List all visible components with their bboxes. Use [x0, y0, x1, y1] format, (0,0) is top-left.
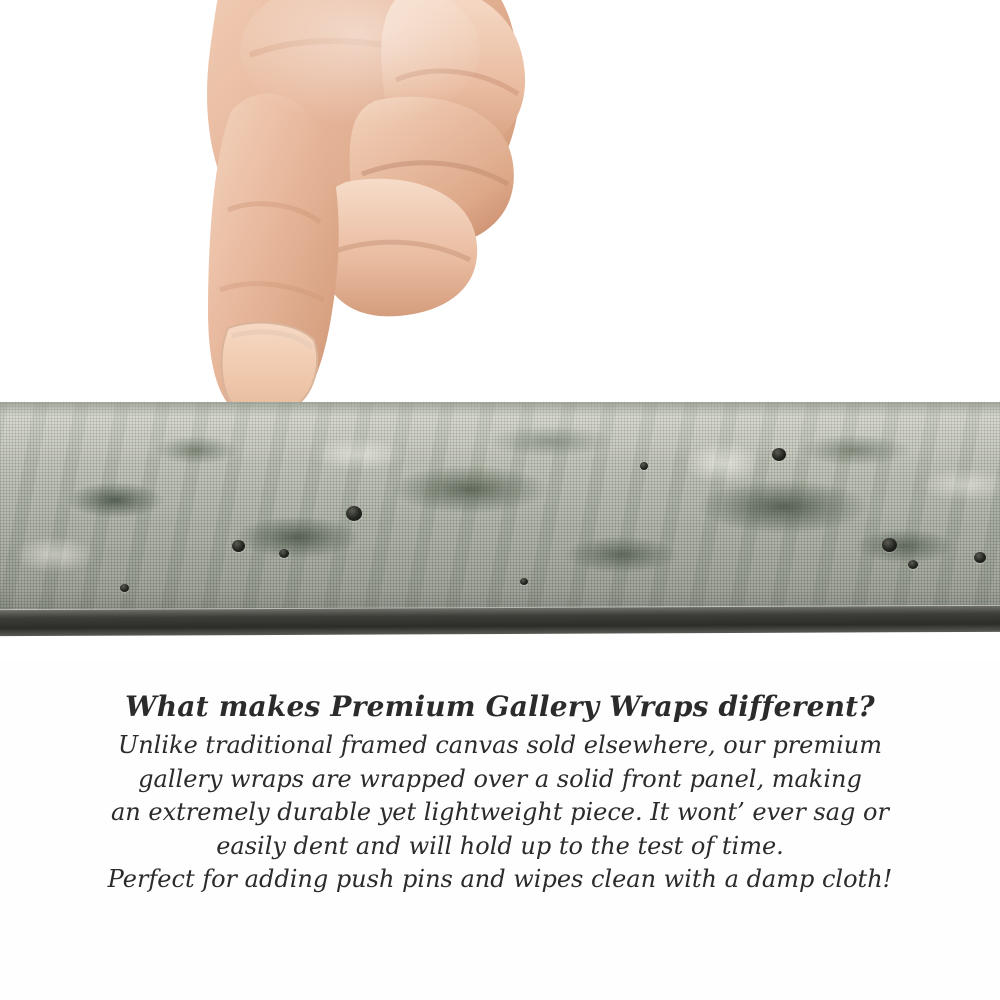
canvas-wrap-edge [0, 402, 1000, 637]
caption-line-1: Unlike traditional framed canvas sold elsewhere, our premium [117, 731, 882, 759]
hand-illustration [110, 0, 580, 430]
caption-heading: What makes Premium Gallery Wraps different? [125, 690, 875, 723]
caption-block [0, 690, 1000, 897]
canvas-speckles [0, 402, 1000, 637]
caption-line-3: an extremely durable yet lightweight piece. It wont’ ever sag or [111, 798, 889, 827]
caption-body [0, 729, 1000, 897]
caption-line-4: easily dent and will hold up to the test of time. [216, 831, 784, 860]
caption-line-2: gallery wraps are wrapped over a solid front panel, making [138, 764, 862, 793]
canvas-side-edge [0, 606, 1000, 636]
caption-line-5: Perfect for adding push pins and wipes clean with a damp cloth! [107, 865, 893, 894]
